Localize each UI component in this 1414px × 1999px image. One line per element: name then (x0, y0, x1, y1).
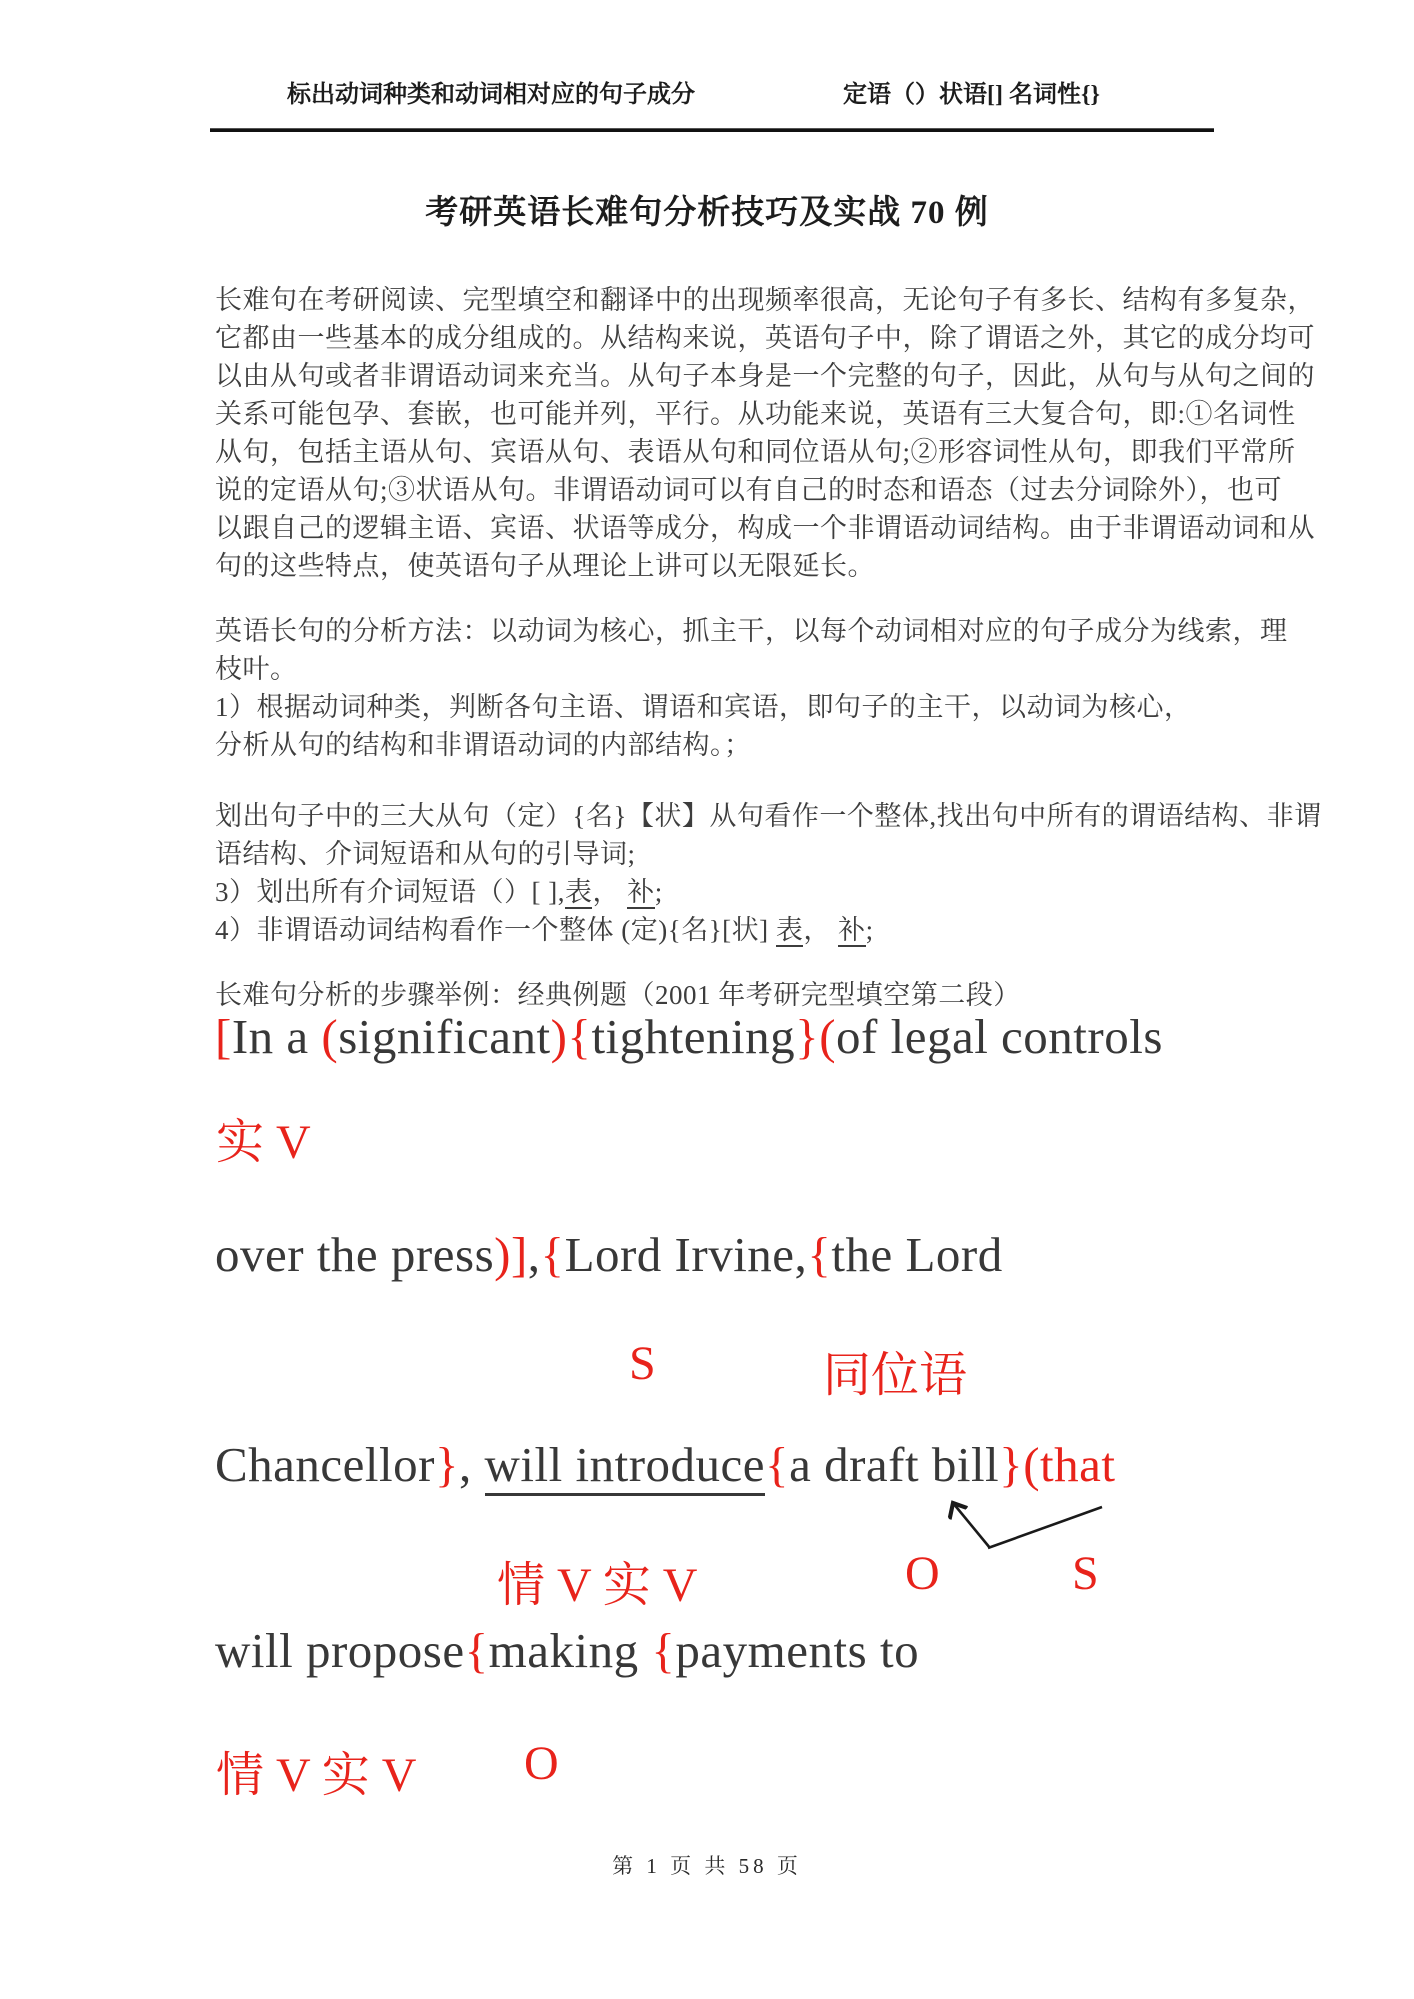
paragraph-line: 从句，包括主语从句、宾语从句、表语从句和同位语从句;②形容词性从句，即我们平常所 (215, 437, 1296, 467)
annotation-qing-v-shi-v: 情 V 实 V (497, 1559, 698, 1612)
method-paragraph (215, 612, 1288, 764)
steps-paragraph (215, 797, 1322, 949)
annotation-o: O (905, 1547, 940, 1600)
paragraph-line: 语结构、介词短语和从句的引导词; (215, 839, 636, 869)
paragraph-line: 1）根据动词种类，判断各句主语、谓语和宾语，即句子的主干，以动词为核心， (215, 692, 1192, 722)
arrow-annotation (930, 1490, 1130, 1560)
header-rule (210, 128, 1214, 132)
annotation-qing-v-shi-v: 情 V 实 V (216, 1749, 417, 1802)
annotation-shi-v: 实 V (216, 1116, 311, 1169)
paragraph-line: 3）划出所有介词短语（）[ ],表， 补; (215, 877, 663, 907)
intro-paragraph (215, 281, 1315, 585)
page-number-footer: 第 1 页 共 58 页 (612, 1854, 802, 1878)
header-left-text: 标出动词种类和动词相对应的句子成分 (287, 82, 695, 108)
annotation-s: S (1072, 1547, 1099, 1600)
header-right-text: 定语（）状语[] 名词性{} (843, 82, 1100, 108)
sentence-line-2: over the press)],{Lord Irvine,{the Lord (215, 1227, 1003, 1282)
paragraph-line: 它都由一些基本的成分组成的。从结构来说，英语句子中，除了谓语之外，其它的成分均可 (215, 323, 1315, 353)
annotation-o: O (524, 1737, 559, 1790)
paragraph-line: 以由从句或者非谓语动词来充当。从句子本身是一个完整的句子，因此，从句与从句之间的 (215, 361, 1315, 391)
paragraph-line: 说的定语从句;③状语从句。非谓语动词可以有自己的时态和语态（过去分词除外），也可 (215, 475, 1282, 505)
paragraph-line: 枝叶。 (215, 654, 298, 684)
page-title: 考研英语长难句分析技巧及实战 70 例 (425, 195, 989, 231)
paragraph-line: 长难句在考研阅读、完型填空和翻译中的出现频率很高，无论句子有多长、结构有多复杂， (215, 285, 1315, 315)
annotation-tongweiyu: 同位语 (823, 1349, 968, 1402)
paragraph-line: 关系可能包孕、套嵌，也可能并列，平行。从功能来说，英语有三大复合句，即:①名词性 (215, 399, 1296, 429)
example-caption: 长难句分析的步骤举例：经典例题（2001 年考研完型填空第二段） (215, 980, 1021, 1010)
paragraph-line: 英语长句的分析方法：以动词为核心，抓主干，以每个动词相对应的句子成分为线索，理 (215, 616, 1288, 646)
sentence-line-1: [In a (significant){tightening}(of legal controls (215, 1009, 1163, 1064)
annotation-s: S (629, 1337, 656, 1390)
paragraph-line: 句的这些特点，使英语句子从理论上讲可以无限延长。 (215, 551, 875, 581)
paragraph-line: 4）非谓语动词结构看作一个整体 (定){名}[状] 表， 补; (215, 915, 874, 945)
paragraph-line: 划出句子中的三大从句（定）{名}【状】从句看作一个整体,找出句中所有的谓语结构、非谓 (215, 801, 1322, 831)
sentence-line-3: Chancellor}, will introduce{a draft bill}(that (215, 1436, 1116, 1493)
sentence-line-4: will propose{making {payments to (215, 1623, 920, 1678)
paragraph-line: 以跟自己的逻辑主语、宾语、状语等成分，构成一个非谓语动词结构。由于非谓语动词和从 (215, 513, 1315, 543)
paragraph-line: 分析从句的结构和非谓语动词的内部结构。； (215, 730, 752, 760)
